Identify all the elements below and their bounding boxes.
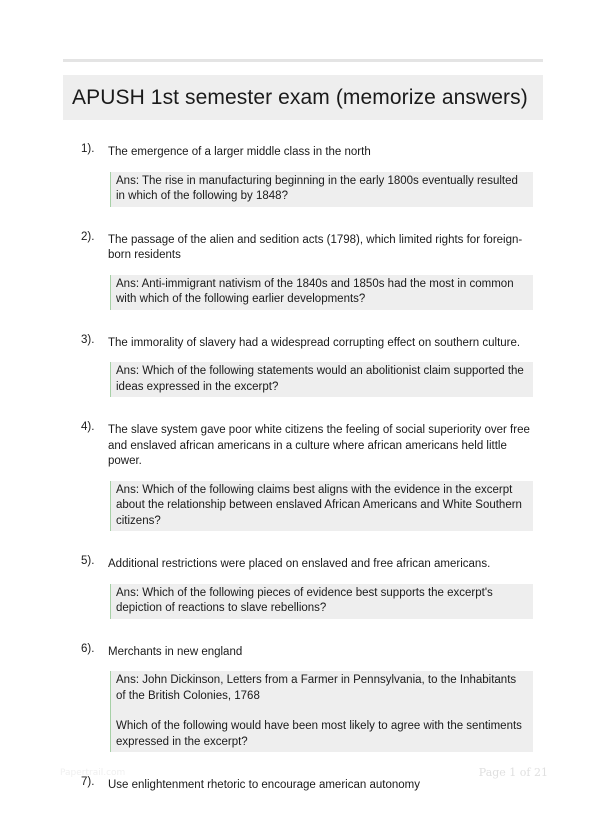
question-text: The emergence of a larger middle class in the north xyxy=(108,146,371,158)
question-item xyxy=(63,419,543,531)
question-item xyxy=(63,141,543,207)
answer-text: Which of the following would have been most likely to agree with the sentiments expressed in the excerpt? xyxy=(116,720,522,748)
question-number: 6). xyxy=(81,642,95,655)
question-number: 3). xyxy=(81,333,95,346)
question-text: Use enlightenment rhetoric to encourage american autonomy xyxy=(108,779,420,791)
question-list xyxy=(63,141,543,816)
answer-text: Ans: Anti-immigrant nativism of the 1840s and 1850s had the most in common with which of the following earlier developments? xyxy=(116,277,514,305)
question-item xyxy=(63,332,543,398)
answer-box xyxy=(110,275,533,310)
question-item xyxy=(63,774,543,794)
question-number: 5). xyxy=(81,555,95,567)
question-item xyxy=(63,553,543,619)
answer-box xyxy=(110,172,533,207)
page-title: APUSH 1st semester exam (memorize answers) xyxy=(72,85,528,109)
answer-box xyxy=(110,671,533,752)
question-text: The immorality of slavery had a widespread corrupting effect on southern culture. xyxy=(108,336,521,349)
question-number: 7). xyxy=(81,776,95,788)
answer-text: Ans: John Dickinson, Letters from a Farmer in Pennsylvania, to the Inhabitants of the British Colonies, 1768 xyxy=(116,674,517,702)
footer-site: Papertrail.com xyxy=(60,768,126,778)
question-number: 4). xyxy=(81,421,95,433)
question-item xyxy=(63,641,543,753)
answer-box xyxy=(110,584,533,619)
question-number: 2). xyxy=(81,230,95,243)
top-divider xyxy=(63,59,543,62)
answer-box xyxy=(110,481,533,532)
question-text: The passage of the alien and sedition acts (1798), which limited rights for foreign-born residents xyxy=(108,233,523,261)
question-text: Additional restrictions were placed on enslaved and free african americans. xyxy=(108,558,491,570)
question-text: Merchants in new england xyxy=(108,645,243,658)
page-number: Page 1 of 21 xyxy=(478,766,548,779)
title-banner xyxy=(63,75,543,120)
question-item xyxy=(63,229,543,310)
question-text: The slave system gave poor white citizens the feeling of social superiority over free and enslaved african americans in a culture where african americans held little power. xyxy=(108,424,530,467)
answer-text: Ans: Which of the following pieces of evidence best supports the excerpt's depiction of reactions to slave rebellions? xyxy=(116,586,493,614)
answer-text: Ans: Which of the following statements would an abolitionist claim supported the ideas expressed in the excerpt? xyxy=(116,365,524,393)
answer-text: Ans: The rise in manufacturing beginning in the early 1800s eventually resulted in which of the following by 1848? xyxy=(116,174,518,202)
question-number: 1). xyxy=(81,143,95,155)
answer-text: Ans: Which of the following claims best aligns with the evidence in the excerpt about the relationship between enslaved African Americans and White Southern citizens? xyxy=(116,483,522,527)
answer-box xyxy=(110,362,533,397)
